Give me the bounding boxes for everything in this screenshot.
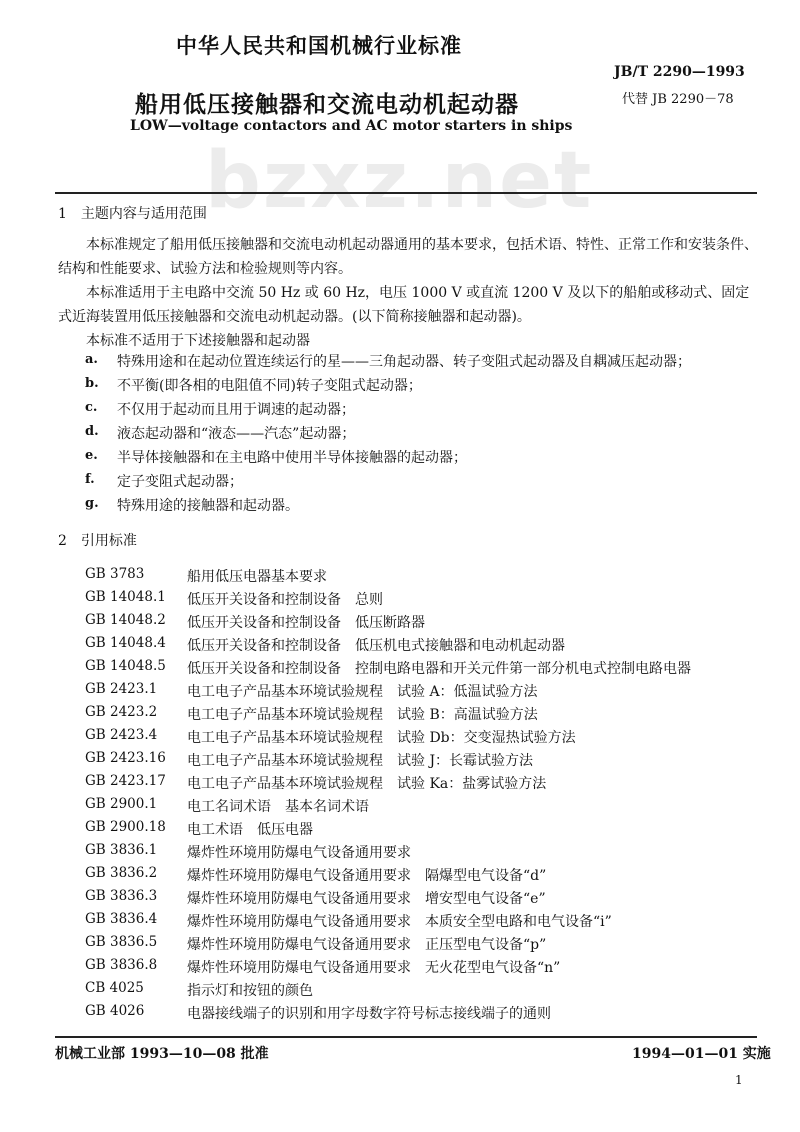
reference-code: GB 2900.18 xyxy=(85,819,166,835)
reference-code: GB 3836.4 xyxy=(85,911,158,927)
reference-title: 电工名词术语 基本名词术语 xyxy=(187,799,369,815)
document-title-english: LOW—voltage contactors and AC motor starters in ships xyxy=(130,118,573,134)
reference-code: CB 4025 xyxy=(85,980,144,996)
reference-title: 电工电子产品基本环境试验规程 试验 B：高温试验方法 xyxy=(187,707,538,723)
reference-code: GB 14048.2 xyxy=(85,612,166,628)
reference-code: GB 3836.3 xyxy=(85,888,158,904)
section-1-paragraph-2: 本标准适用于主电路中交流 50 Hz 或 60 Hz，电压 1000 V 或直流 1200 V 及以下的船舶或移动式、固定式近海装置用低压接触器和交流电动机起动器。(以下简称接触器和起动器)。 xyxy=(58,285,750,325)
exclusion-item-text: 不仅用于起动而且用于调速的起动器； xyxy=(117,402,355,418)
issuing-organization: 中华人民共和国机械行业标准 xyxy=(176,34,462,58)
reference-title: 指示灯和按钮的颜色 xyxy=(187,983,313,999)
reference-code: GB 4026 xyxy=(85,1003,145,1019)
reference-code: GB 2423.4 xyxy=(85,727,158,743)
replaces-standard: 代替 JB 2290－78 xyxy=(622,92,734,107)
reference-code: GB 3836.1 xyxy=(85,842,158,858)
reference-title: 电工电子产品基本环境试验规程 试验 Ka：盐雾试验方法 xyxy=(187,776,547,792)
reference-title: 爆炸性环境用防爆电气设备通用要求 本质安全型电路和电气设备“i” xyxy=(187,914,612,930)
reference-title: 爆炸性环境用防爆电气设备通用要求 xyxy=(187,845,411,861)
reference-code: GB 2423.16 xyxy=(85,750,166,766)
section-1-paragraph-1: 本标准规定了船用低压接触器和交流电动机起动器通用的基本要求，包括术语、特性、正常工作和安装条件、结构和性能要求、试验方法和检验规则等内容。 xyxy=(58,237,758,277)
exclusion-item-text: 不平衡(即各相的电阻值不同)转子变阻式起动器； xyxy=(117,378,422,394)
reference-title: 电器接线端子的识别和用字母数字符号标志接线端子的通则 xyxy=(187,1006,551,1022)
exclusion-item-text: 液态起动器和“液态——汽态”起动器； xyxy=(117,426,356,442)
exclusion-item-letter: g. xyxy=(85,496,99,511)
reference-code: GB 2423.17 xyxy=(85,773,166,789)
exclusion-item-text: 定子变阻式起动器； xyxy=(117,474,243,490)
footer-divider xyxy=(55,1036,757,1038)
header-divider xyxy=(55,192,757,194)
exclusion-item-letter: f. xyxy=(85,472,95,487)
reference-title: 电工电子产品基本环境试验规程 试验 Db：交变湿热试验方法 xyxy=(187,730,576,746)
reference-code: GB 14048.1 xyxy=(85,589,166,605)
reference-title: 爆炸性环境用防爆电气设备通用要求 正压型电气设备“p” xyxy=(187,937,547,953)
reference-title: 低压开关设备和控制设备 控制电路电器和开关元件第一部分机电式控制电路电器 xyxy=(187,661,691,677)
exclusion-item-text: 半导体接触器和在主电路中使用半导体接触器的起动器； xyxy=(117,450,467,466)
effective-date: 1994—01—01 实施 xyxy=(632,1046,771,1062)
approval-date: 机械工业部 1993—10—08 批准 xyxy=(55,1046,269,1062)
reference-title: 爆炸性环境用防爆电气设备通用要求 隔爆型电气设备“d” xyxy=(187,868,547,884)
reference-title: 爆炸性环境用防爆电气设备通用要求 无火花型电气设备“n” xyxy=(187,960,561,976)
exclusion-item-text: 特殊用途和在起动位置连续运行的星——三角起动器、转子变阻式起动器及自耦减压起动器； xyxy=(117,354,691,370)
watermark: bzxz.net xyxy=(205,136,594,226)
reference-title: 爆炸性环境用防爆电气设备通用要求 增安型电气设备“e” xyxy=(187,891,546,907)
standard-number: JB/T 2290—1993 xyxy=(614,64,745,80)
reference-code: GB 14048.4 xyxy=(85,635,166,651)
reference-title: 电工电子产品基本环境试验规程 试验 J：长霉试验方法 xyxy=(187,753,534,769)
reference-code: GB 2423.2 xyxy=(85,704,158,720)
page-number: 1 xyxy=(735,1073,743,1087)
reference-code: GB 3836.8 xyxy=(85,957,158,973)
section-1-heading: 1 主题内容与适用范围 xyxy=(58,206,207,222)
reference-code: GB 2423.1 xyxy=(85,681,158,697)
section-2-heading: 2 引用标准 xyxy=(58,533,137,549)
reference-title: 电工电子产品基本环境试验规程 试验 A：低温试验方法 xyxy=(187,684,538,700)
section-1-paragraph-3: 本标准不适用于下述接触器和起动器 xyxy=(86,333,310,349)
reference-title: 低压开关设备和控制设备 低压断路器 xyxy=(187,615,425,631)
reference-title: 电工术语 低压电器 xyxy=(187,822,313,838)
exclusion-item-letter: d. xyxy=(85,424,99,439)
exclusion-item-letter: a. xyxy=(85,352,98,367)
exclusion-item-letter: c. xyxy=(85,400,98,415)
reference-code: GB 14048.5 xyxy=(85,658,166,674)
exclusion-item-letter: b. xyxy=(85,376,99,391)
reference-code: GB 3783 xyxy=(85,566,145,582)
reference-code: GB 3836.5 xyxy=(85,934,158,950)
reference-title: 船用低压电器基本要求 xyxy=(187,569,327,585)
reference-title: 低压开关设备和控制设备 总则 xyxy=(187,592,383,608)
exclusion-item-text: 特殊用途的接触器和起动器。 xyxy=(117,498,299,514)
exclusion-item-letter: e. xyxy=(85,448,98,463)
reference-code: GB 2900.1 xyxy=(85,796,158,812)
reference-code: GB 3836.2 xyxy=(85,865,158,881)
reference-title: 低压开关设备和控制设备 低压机电式接触器和电动机起动器 xyxy=(187,638,565,654)
document-title-chinese: 船用低压接触器和交流电动机起动器 xyxy=(135,92,519,118)
